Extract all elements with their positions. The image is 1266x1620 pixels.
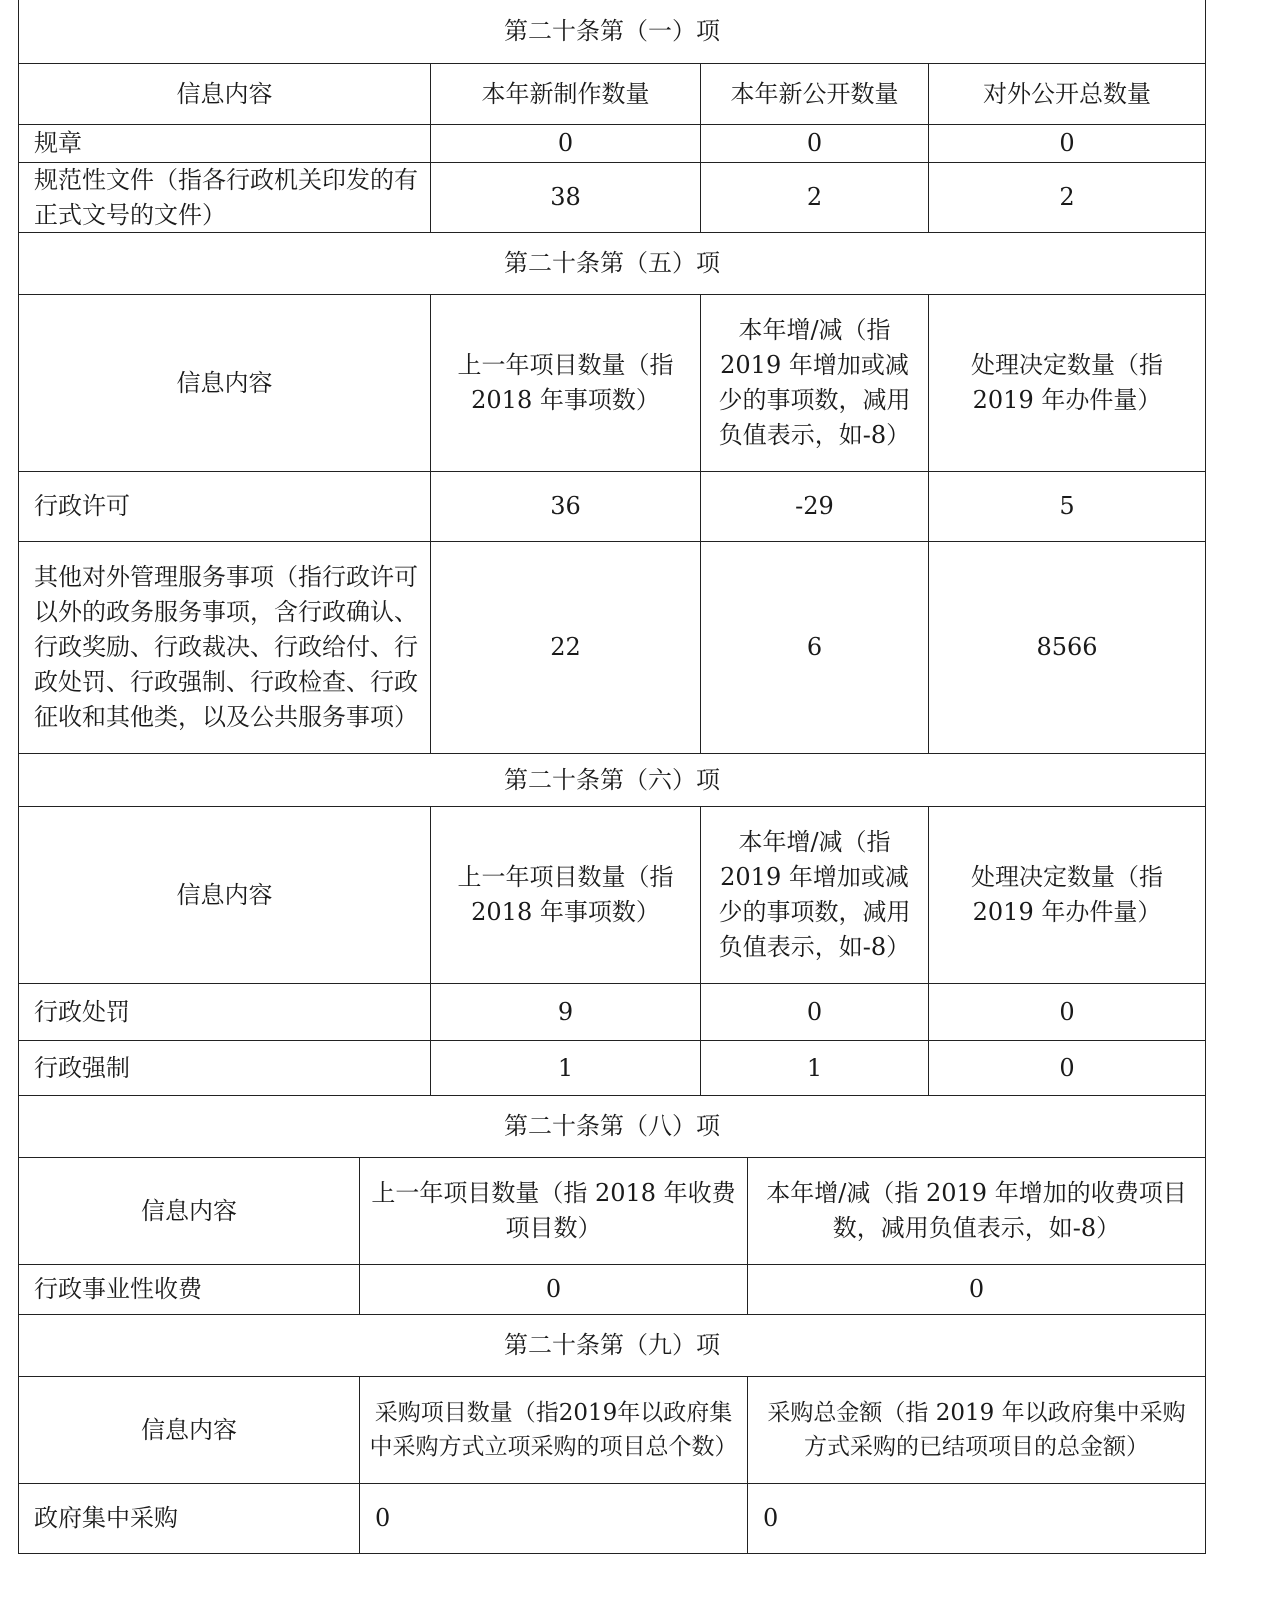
value-cell: 8566 <box>928 542 1206 754</box>
header-cell: 信息内容 <box>18 807 430 984</box>
value-cell: 0 <box>359 1484 747 1554</box>
header-cell: 信息内容 <box>18 1158 359 1265</box>
header-cell: 本年增/减（指 2019 年增加或减少的事项数，减用负值表示，如-8） <box>700 807 928 984</box>
value-cell: -29 <box>700 472 928 542</box>
value-cell: 0 <box>700 984 928 1041</box>
value-cell: 2 <box>928 163 1206 233</box>
header-cell: 处理决定数量（指 2019 年办件量） <box>928 295 1206 472</box>
header-cell: 处理决定数量（指 2019 年办件量） <box>928 807 1206 984</box>
value-cell: 5 <box>928 472 1206 542</box>
header-cell: 对外公开总数量 <box>928 64 1206 125</box>
disclosure-table <box>18 0 1206 1554</box>
header-cell: 上一年项目数量（指 2018 年事项数） <box>430 807 700 984</box>
row-label: 行政许可 <box>18 472 430 542</box>
header-cell: 上一年项目数量（指 2018 年收费项目数） <box>359 1158 747 1265</box>
value-cell: 0 <box>928 1041 1206 1096</box>
value-cell: 6 <box>700 542 928 754</box>
row-label: 行政处罚 <box>18 984 430 1041</box>
value-cell: 36 <box>430 472 700 542</box>
header-cell: 上一年项目数量（指 2018 年事项数） <box>430 295 700 472</box>
value-cell: 0 <box>747 1484 1206 1554</box>
header-cell: 本年新公开数量 <box>700 64 928 125</box>
header-cell: 信息内容 <box>18 1377 359 1484</box>
section-title: 第二十条第（五）项 <box>18 233 1206 295</box>
row-label: 政府集中采购 <box>18 1484 359 1554</box>
header-cell: 采购项目数量（指2019年以政府集中采购方式立项采购的项目总个数） <box>359 1377 747 1484</box>
header-cell: 本年新制作数量 <box>430 64 700 125</box>
header-cell: 信息内容 <box>18 64 430 125</box>
header-cell: 采购总金额（指 2019 年以政府集中采购方式采购的已结项项目的总金额） <box>747 1377 1206 1484</box>
value-cell: 38 <box>430 163 700 233</box>
value-cell: 0 <box>430 125 700 163</box>
row-label: 规范性文件（指各行政机关印发的有正式文号的文件） <box>18 163 430 233</box>
value-cell: 0 <box>359 1265 747 1315</box>
value-cell: 9 <box>430 984 700 1041</box>
section-title: 第二十条第（一）项 <box>18 0 1206 64</box>
row-label: 行政事业性收费 <box>18 1265 359 1315</box>
header-cell: 信息内容 <box>18 295 430 472</box>
row-label: 其他对外管理服务事项（指行政许可以外的政务服务事项，含行政确认、行政奖励、行政裁决、行政给付、行政处罚、行政强制、行政检查、行政征收和其他类，以及公共服务事项） <box>18 542 430 754</box>
row-label: 行政强制 <box>18 1041 430 1096</box>
value-cell: 0 <box>928 125 1206 163</box>
section-title: 第二十条第（九）项 <box>18 1315 1206 1377</box>
header-cell: 本年增/减（指 2019 年增加的收费项目数，减用负值表示，如-8） <box>747 1158 1206 1265</box>
section-title: 第二十条第（八）项 <box>18 1096 1206 1158</box>
value-cell: 0 <box>700 125 928 163</box>
value-cell: 0 <box>747 1265 1206 1315</box>
section-title: 第二十条第（六）项 <box>18 754 1206 807</box>
value-cell: 22 <box>430 542 700 754</box>
header-cell: 本年增/减（指 2019 年增加或减少的事项数，减用负值表示，如-8） <box>700 295 928 472</box>
value-cell: 0 <box>928 984 1206 1041</box>
value-cell: 1 <box>430 1041 700 1096</box>
value-cell: 2 <box>700 163 928 233</box>
value-cell: 1 <box>700 1041 928 1096</box>
row-label: 规章 <box>18 125 430 163</box>
